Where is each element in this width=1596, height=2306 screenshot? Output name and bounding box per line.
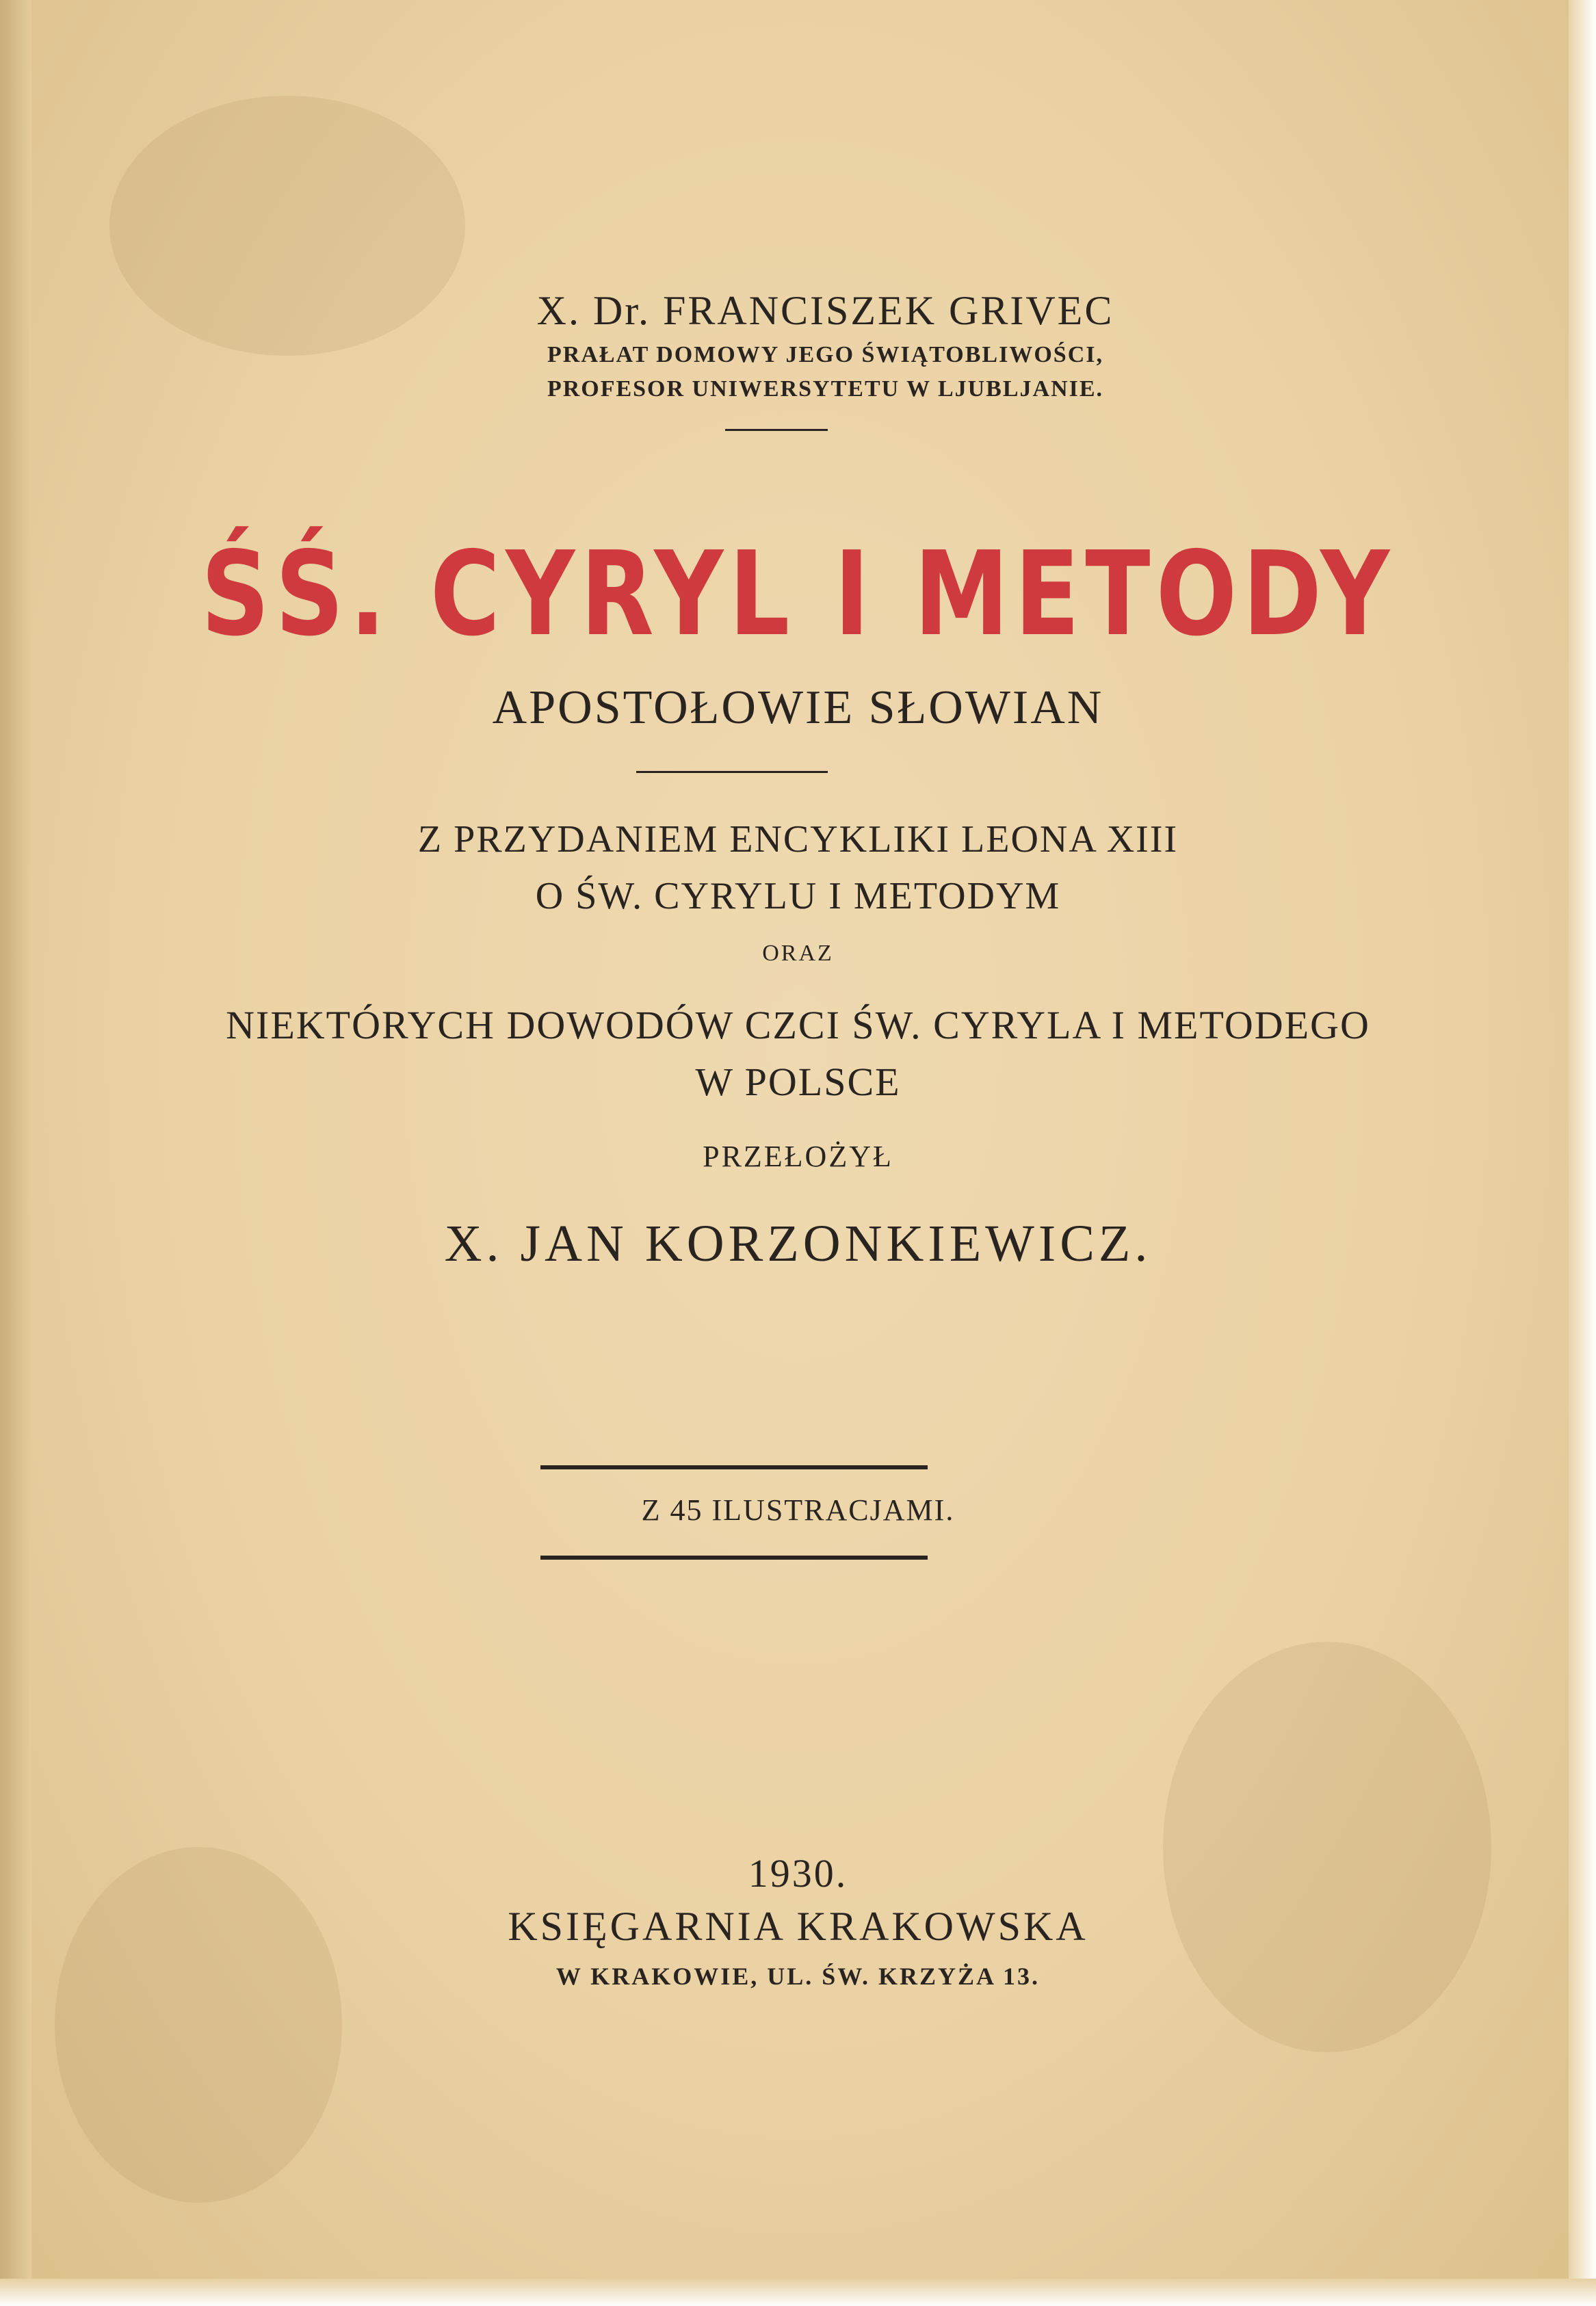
translator-name: X. JAN KORZONKIEWICZ. [444,1215,1152,1272]
contents-note-line-1: Z PRZYDANIEM ENCYKLIKI LEONA XIII [417,818,1179,861]
book-subtitle: APOSTOŁOWIE SŁOWIAN [492,681,1104,734]
book-title: ŚŚ. CYRYL I METODY [200,527,1396,662]
contents-note-line-3: NIEKTÓRYCH DOWODÓW CZCI ŚW. CYRYLA I METODEGO [226,1003,1370,1047]
publication-year: 1930. [748,1851,848,1896]
cover-bottom-edge [0,2279,1596,2306]
publisher-address: W KRAKOWIE, UL. ŚW. KRZYŻA 13. [555,1963,1041,1990]
age-stain [1163,1642,1491,2052]
age-stain [55,1847,342,2203]
contents-note-line-4: W POLSCE [695,1060,901,1104]
publisher-name: KSIĘGARNIA KRAKOWSKA [508,1904,1088,1949]
illustrations-rule-bottom [540,1556,928,1560]
illustrations-rule-top [540,1465,928,1469]
conjunction-oraz: ORAZ [762,941,834,966]
author-name: X. Dr. FRANCISZEK GRIVEC [536,288,1114,333]
contents-note-line-2: O ŚW. CYRYLU I METODYM [535,875,1061,917]
divider-rule [636,771,828,773]
illustrations-note: Z 45 ILUSTRACJAMI. [641,1493,955,1527]
author-dignity-line-1: PRAŁAT DOMOWY JEGO ŚWIĄTOBLIWOŚCI, [547,342,1103,367]
author-dignity-line-2: PROFESOR UNIWERSYTETU W LJUBLJANIE. [547,376,1104,402]
divider-rule [725,429,828,431]
translated-by-label: PRZEŁOŻYŁ [703,1140,893,1173]
